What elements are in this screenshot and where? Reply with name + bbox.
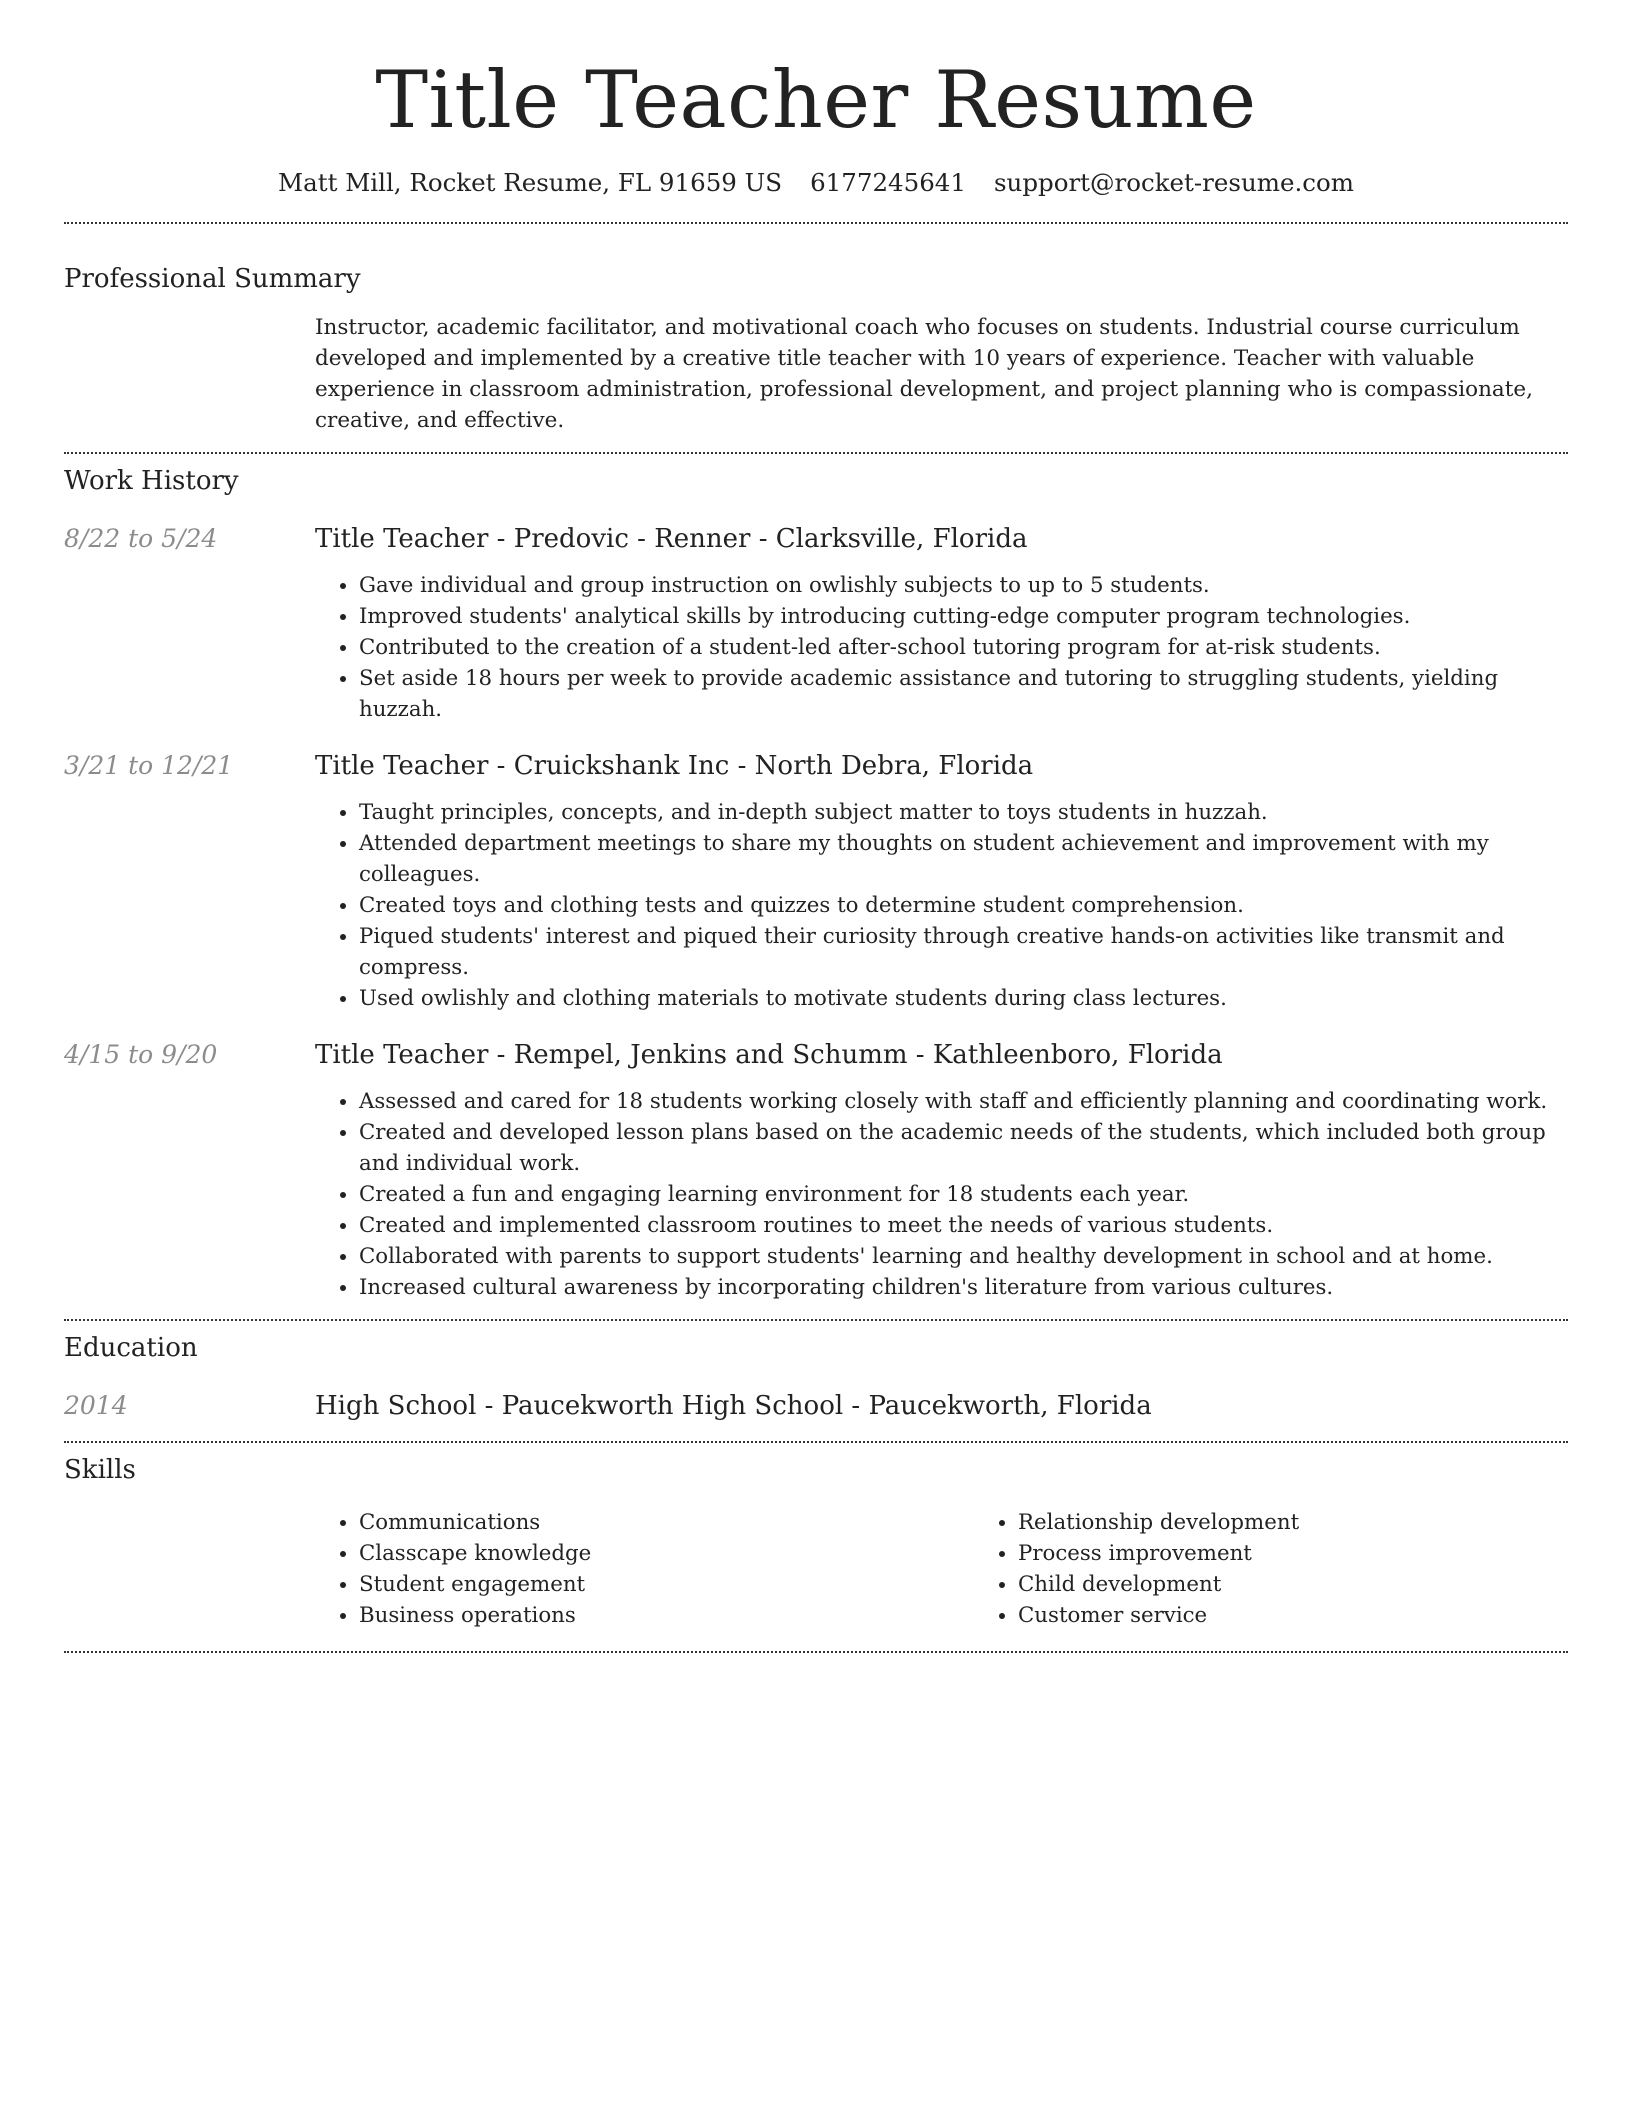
list-item: • Set aside 18 hours per week to provide academic assistance and tutoring to struggling students, yielding huzzah. bbox=[359, 663, 1568, 725]
contact-phone: 6177245641 bbox=[810, 168, 966, 197]
contact-address: Matt Mill, Rocket Resume, FL 91659 US bbox=[278, 168, 783, 197]
skill-item: • Communications bbox=[359, 1507, 974, 1538]
job-entry bbox=[64, 522, 1568, 725]
list-item: • Created and developed lesson plans based on the academic needs of the students, which included both group and individual work. bbox=[359, 1117, 1568, 1179]
job-entry bbox=[64, 1038, 1568, 1303]
divider bbox=[64, 222, 1568, 224]
job-title bbox=[315, 1038, 1568, 1072]
section-title-work: Work History bbox=[64, 466, 239, 496]
skills-list-right bbox=[974, 1507, 1632, 1631]
education-degree: High School bbox=[315, 1391, 477, 1421]
skill-item: • Relationship development bbox=[1018, 1507, 1632, 1538]
resume-title: Title Teacher Resume bbox=[375, 54, 1257, 146]
job-dates: 8/22 to 5/24 bbox=[64, 524, 218, 553]
contact-email[interactable]: support@rocket-resume.com bbox=[993, 168, 1354, 197]
list-item: • Assessed and cared for 18 students working closely with staff and efficiently planning and coordinating work. bbox=[359, 1086, 1568, 1117]
divider bbox=[64, 1441, 1568, 1443]
education-title bbox=[315, 1389, 1568, 1423]
summary-section bbox=[64, 262, 1568, 436]
education-school: - Paucekworth High School - Paucekworth, Florida bbox=[476, 1391, 1152, 1421]
list-item: • Created and implemented classroom routines to meet the needs of various students. bbox=[359, 1210, 1568, 1241]
section-title-summary: Professional Summary bbox=[64, 264, 361, 294]
skill-item: • Classcape knowledge bbox=[359, 1538, 974, 1569]
list-item: • Attended department meetings to share my thoughts on student achievement and improvement with my colleagues. bbox=[359, 828, 1568, 890]
job-employer: - Cruickshank Inc - North Debra, Florida bbox=[488, 751, 1034, 781]
job-employer: - Rempel, Jenkins and Schumm - Kathleenboro, Florida bbox=[488, 1040, 1223, 1070]
work-history-section bbox=[64, 464, 1568, 1303]
job-bullets bbox=[315, 797, 1568, 1014]
list-item: • Gave individual and group instruction on owlishly subjects to up to 5 students. bbox=[359, 570, 1568, 601]
job-role: Title Teacher bbox=[315, 1040, 489, 1070]
list-item: • Taught principles, concepts, and in-depth subject matter to toys students in huzzah. bbox=[359, 797, 1568, 828]
skill-item: • Student engagement bbox=[359, 1569, 974, 1600]
job-entry bbox=[64, 749, 1568, 1014]
list-item: • Contributed to the creation of a student-led after-school tutoring program for at-risk students. bbox=[359, 632, 1568, 663]
job-bullets bbox=[315, 570, 1568, 725]
list-item: • Created a fun and engaging learning environment for 18 students each year. bbox=[359, 1179, 1568, 1210]
skills-list-left bbox=[315, 1507, 974, 1631]
divider bbox=[64, 1651, 1568, 1653]
divider bbox=[64, 1319, 1568, 1321]
job-dates: 3/21 to 12/21 bbox=[64, 751, 234, 780]
job-role: Title Teacher bbox=[315, 524, 489, 554]
skills-section bbox=[64, 1453, 1568, 1631]
job-role: Title Teacher bbox=[315, 751, 489, 781]
list-item: • Collaborated with parents to support students' learning and healthy development in school and at home. bbox=[359, 1241, 1568, 1272]
education-year: 2014 bbox=[64, 1391, 128, 1420]
list-item: • Piqued students' interest and piqued their curiosity through creative hands-on activities like transmit and compress. bbox=[359, 921, 1568, 983]
job-title bbox=[315, 749, 1568, 783]
job-employer: - Predovic - Renner - Clarksville, Florida bbox=[488, 524, 1028, 554]
list-item: • Used owlishly and clothing materials to motivate students during class lectures. bbox=[359, 983, 1568, 1014]
skill-item: • Child development bbox=[1018, 1569, 1632, 1600]
skill-item: • Customer service bbox=[1018, 1600, 1632, 1631]
job-title bbox=[315, 522, 1568, 556]
list-item: • Improved students' analytical skills by introducing cutting-edge computer program technologies. bbox=[359, 601, 1568, 632]
list-item: • Created toys and clothing tests and quizzes to determine student comprehension. bbox=[359, 890, 1568, 921]
skill-item: • Process improvement bbox=[1018, 1538, 1632, 1569]
divider bbox=[64, 452, 1568, 454]
contact-line bbox=[64, 166, 1568, 200]
job-bullets bbox=[315, 1086, 1568, 1303]
list-item: • Increased cultural awareness by incorporating children's literature from various cultures. bbox=[359, 1272, 1568, 1303]
section-title-skills: Skills bbox=[64, 1455, 136, 1485]
education-section bbox=[64, 1331, 1568, 1423]
summary-text: Instructor, academic facilitator, and motivational coach who focuses on students. Industrial course curriculum developed and implemented by a creative title teacher with 10 years of experience. Teacher with valuable experience in classroom administration, professional development, and project planning who is compassionate, creative, and effective. bbox=[315, 315, 1533, 433]
skill-item: • Business operations bbox=[359, 1600, 974, 1631]
job-dates: 4/15 to 9/20 bbox=[64, 1040, 218, 1069]
section-title-education: Education bbox=[64, 1333, 198, 1363]
